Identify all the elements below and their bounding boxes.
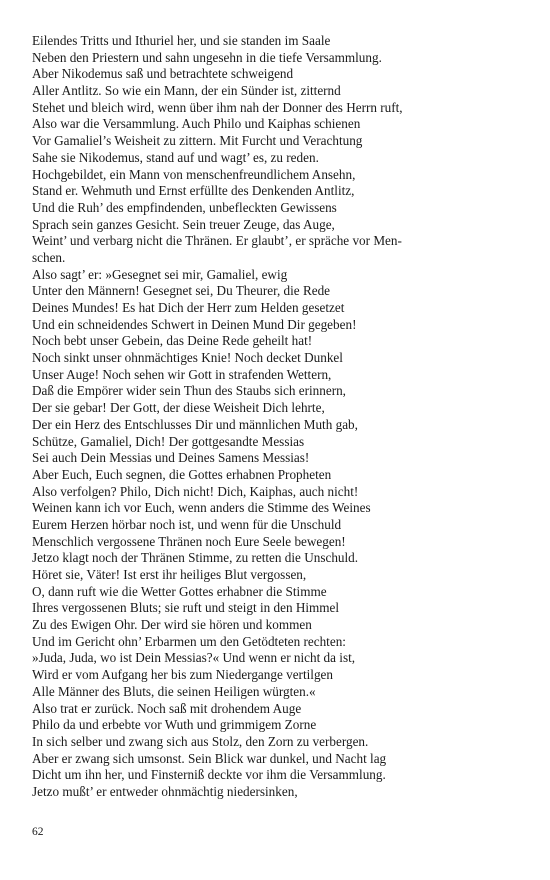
text-line: Dicht um ihn her, und Finsterniß deckte vor ihm die Versammlung. bbox=[32, 767, 386, 783]
text-line: Der sie gebar! Der Gott, der diese Weisheit Dich lehrte, bbox=[32, 400, 325, 416]
text-line: Und ein schneidendes Schwert in Deinen Mund Dir gegeben! bbox=[32, 316, 357, 332]
text-line: Jetzo mußt’ er entweder ohnmächtig niedersinken, bbox=[32, 783, 298, 799]
text-line: Menschlich vergossene Thränen noch Eure Seele bewegen! bbox=[32, 533, 346, 549]
text-line: Weint’ und verbarg nicht die Thränen. Er glaubt’, er spräche vor Men- bbox=[32, 233, 402, 249]
text-line: Unter den Männern! Gesegnet sei, Du Theurer, die Rede bbox=[32, 283, 331, 299]
text-line: Also verfolgen? Philo, Dich nicht! Dich, Kaiphas, auch nicht! bbox=[32, 483, 359, 499]
text-line: Daß die Empörer wider sein Thun des Staubs sich erinnern, bbox=[32, 383, 346, 399]
text-line: Unser Auge! Noch sehen wir Gott in strafenden Wettern, bbox=[32, 366, 332, 382]
text-line: Aber Euch, Euch segnen, die Gottes erhabnen Propheten bbox=[32, 466, 332, 482]
text-line: Neben den Priestern und sahn ungesehn in die tiefe Versammlung. bbox=[32, 49, 382, 65]
text-line: Alle Männer des Bluts, die seinen Heiligen würgten.« bbox=[32, 683, 316, 699]
text-line: Hochgebildet, ein Mann von menschenfreundlichem Ansehn, bbox=[32, 166, 356, 182]
text-line: Aber er zwang sich umsonst. Sein Blick war dunkel, und Nacht lag bbox=[32, 750, 387, 766]
text-line: In sich selber und zwang sich aus Stolz, den Zorn zu verbergen. bbox=[32, 733, 369, 749]
text-line: Der ein Herz des Entschlusses Dir und männlichen Muth gab, bbox=[32, 416, 358, 432]
text-line: schen. bbox=[32, 249, 66, 265]
text-line: »Juda, Juda, wo ist Dein Messias?« Und wenn er nicht da ist, bbox=[32, 650, 356, 666]
text-line: Eilendes Tritts und Ithuriel her, und sie standen im Saale bbox=[32, 33, 331, 48]
text-line: Also war die Versammlung. Auch Philo und Kaiphas schienen bbox=[32, 116, 361, 132]
text-line: Sei auch Dein Messias und Deines Samens Messias! bbox=[32, 450, 310, 466]
text-line: Wird er vom Aufgang her bis zum Niedergange vertilgen bbox=[32, 667, 333, 683]
text-line: Noch sinkt unser ohnmächtiges Knie! Noch decket Dunkel bbox=[32, 350, 343, 366]
text-line: Sprach sein ganzes Gesicht. Sein treuer Zeuge, das Auge, bbox=[32, 216, 335, 232]
text-line: O, dann ruft wie die Wetter Gottes erhabner die Stimme bbox=[32, 583, 327, 599]
text-line: Stehet und bleich wird, wenn über ihm nah der Donner des Herrn ruft, bbox=[32, 99, 403, 115]
text-line: Und im Gericht ohn’ Erbarmen um den Getödteten rechten: bbox=[32, 633, 346, 649]
page-number: 62 bbox=[32, 826, 44, 838]
text-line: Aber Nikodemus saß und betrachtete schweigend bbox=[32, 66, 294, 82]
text-line: Philo da und erbebte vor Wuth und grimmigem Zorne bbox=[32, 717, 317, 733]
text-line: Zu des Ewigen Ohr. Der wird sie hören und kommen bbox=[32, 617, 312, 633]
text-line: Vor Gamaliel’s Weisheit zu zittern. Mit Furcht und Verachtung bbox=[32, 133, 363, 149]
text-line: Also trat er zurück. Noch saß mit drohendem Auge bbox=[32, 700, 302, 716]
text-line: Ihres vergossenen Bluts; sie ruft und steigt in den Himmel bbox=[32, 600, 340, 616]
text-line: Eurem Herzen hörbar noch ist, und wenn für die Unschuld bbox=[32, 516, 342, 532]
text-line: Höret sie, Väter! Ist erst ihr heiliges Blut vergossen, bbox=[32, 567, 307, 582]
text-line: Also sagt’ er: »Gesegnet sei mir, Gamaliel, ewig bbox=[32, 266, 288, 282]
text-line: Noch bebt unser Gebein, das Deine Rede geheilt hat! bbox=[32, 333, 313, 349]
text-line: Stand er. Wehmuth und Ernst erfüllte des Denkenden Antlitz, bbox=[32, 183, 355, 199]
text-line: Weinen kann ich vor Euch, wenn anders die Stimme des Weines bbox=[32, 500, 371, 516]
text-line: Aller Antlitz. So wie ein Mann, der ein Sünder ist, zitternd bbox=[32, 83, 341, 99]
text-line: Und die Ruh’ des empfindenden, unbefleckten Gewissens bbox=[32, 199, 337, 215]
poem-text-block bbox=[32, 33, 532, 801]
text-line: Sahe sie Nikodemus, stand auf und wagt’ es, zu reden. bbox=[32, 149, 319, 165]
text-line: Jetzo klagt noch der Thränen Stimme, zu retten die Unschuld. bbox=[32, 550, 359, 566]
text-line: Schütze, Gamaliel, Dich! Der gottgesandte Messias bbox=[32, 433, 305, 449]
text-line: Deines Mundes! Es hat Dich der Herr zum Helden gesetzet bbox=[32, 300, 345, 315]
